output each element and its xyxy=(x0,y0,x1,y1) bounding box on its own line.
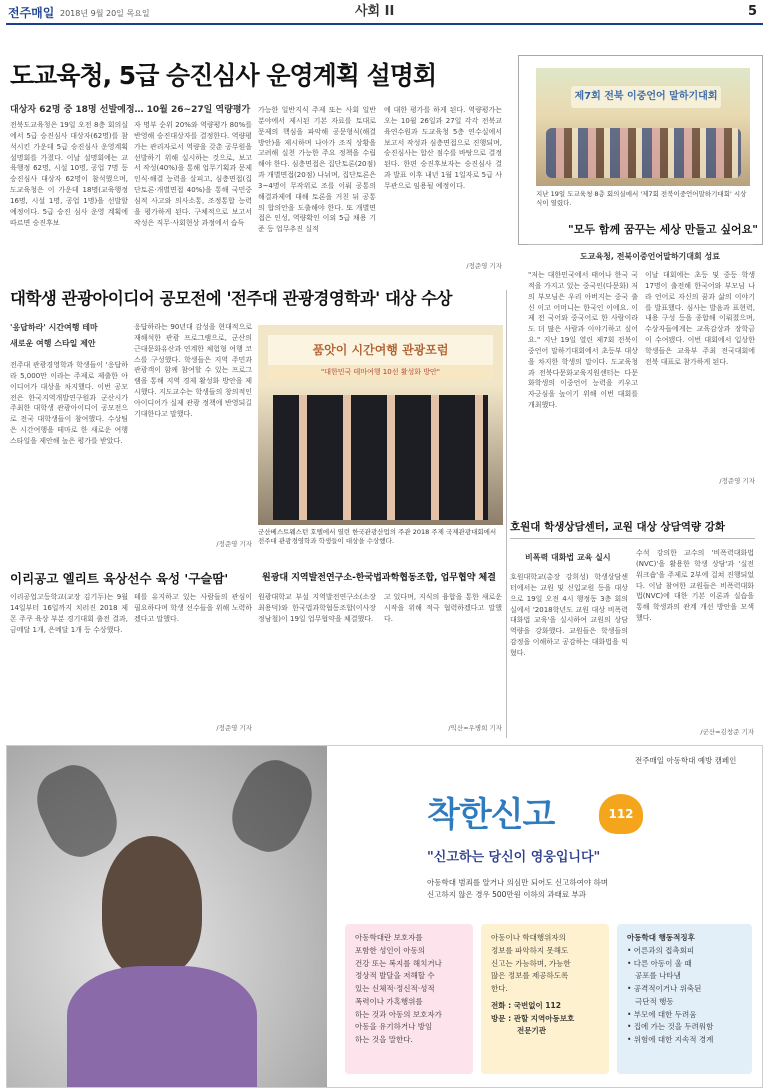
subhead-jeonju-2: 새로운 여행 스타일 제안 xyxy=(10,339,96,348)
ad-sponsor: 전주매일 아동학대 예방 캠페인 xyxy=(635,756,737,765)
article6-byline: /익산=우병희 기자 xyxy=(448,724,502,732)
article2-col1: "저는 대한민국에서 태어나 한국 국적을 가지고 있는 중국인(다문화) 저의 부모님은 우리 아버지는 중국 출신 이고 어머니는 한국인 이에요. 이제 전 국어와 중국어로 한 사람이라도 더 많은 사람과 이야기하고 싶어요." 지난 19일 열린 제7회 전북이중언어 말하기대회에서 초등부 대상을 차지한 학생의 말이다. 도교육청과 전북다문화교육지원센터는 다문화학생의 이중언어 능력을 키우고 자긍심을 높이기 위해 이번 대회를 개최했다. xyxy=(528,271,638,410)
box3-line: 공포를 나타냄 xyxy=(635,971,681,981)
box3-line: 아동학대 행동적징후 xyxy=(627,933,695,942)
headline-education-office: 도교육청, 5급 승진심사 운영계획 설명회 xyxy=(10,61,437,90)
ad-desc-2: 신고하지 않은 경우 500만원 이하의 과태료 부과 xyxy=(427,890,587,899)
ad-title: 착한신고 xyxy=(427,795,555,835)
ad-box-reporting xyxy=(481,924,609,1074)
subhead-education-office: 대상자 62명 중 18명 선발예정… 10월 26~27일 역량평가 xyxy=(10,105,251,115)
article6-col1: 원광대학교 부설 지역발전연구소(소장 최용덕)와 한국법과학협동조합(이사장 정남철)이 19일 업무협약을 체결했다. xyxy=(258,593,376,623)
crying-child-figure xyxy=(102,836,202,976)
subhead-jeonju-1: '응답하라' 시간여행 테마 xyxy=(10,323,98,332)
box1-line: 정상적 발달을 저해할 수 xyxy=(355,971,435,981)
photo2-caption: 군산베스트웨스턴 호텔에서 열린 한국관광산업의 주관 2018 주제 국제관광대회에서 전주대 관광경영학과 학생들이 대상을 수상했다. xyxy=(258,528,497,546)
article4-col1: 호원대학교(총장 강희성) 학생상담센터에서는 교원 및 신입교원 등을 대상으로 19일 오전 4시 행정동 3층 회의실에서 '2018학년도 교원 대상 비폭력 대화법 교육'을 실시하여 교원의 상담역량을 강화했다. 교원들은 학생들의 감정을 이해하고 공감하는 대화법을 익혔다. xyxy=(510,573,628,657)
article5-col1: 이리공업고등학교(교장 김기두)는 9월 14일부터 16일까지 치러진 2018 제몬 주쿠 육상 부분 경기대회 출전 결과, 금메달 1개, 은메달 1개 등 수상했다. xyxy=(10,593,128,634)
column-divider xyxy=(506,290,507,738)
box1-line: 폭력이나 가혹행위를 xyxy=(355,996,423,1006)
box1-line: 하는 것을 말한다. xyxy=(355,1035,413,1044)
box2-line: 정보를 파악하지 못해도 xyxy=(491,945,569,955)
article3-col2: 응답하라는 90년대 감성을 현대적으로 재해석한 관광 프로그램으로, 군산의 근대문화유산과 연계한 체험형 여행 코스를 구성했다. 학생들은 지역 주민과 관광객이 함께 참여할 수 있는 프로그램을 통해 지역 경제 활성화 방안을 제시했다. 지도교수는 학생들의 창의적인 아이디어가 실제 관광 정책에 반영되길 기대한다고 말했다. xyxy=(134,323,252,418)
box3-line: 극단적 행동 xyxy=(635,996,674,1006)
ad-slogan: "신고하는 당신이 영웅입니다" xyxy=(427,850,601,865)
box2-line: 아동이나 학대행위자의 xyxy=(491,933,566,942)
box2-line: 한다. xyxy=(491,984,508,993)
article1-byline: /정준영 기자 xyxy=(466,262,502,270)
headline-howon-univ: 호원대 학생상담센터, 교원 대상 상담역량 강화 xyxy=(510,521,725,533)
box3-line: • 다른 아동이 울 때 xyxy=(627,958,692,968)
article3-byline: /정준영 기자 xyxy=(216,540,252,548)
box3-line: • 공격적이거나 위축된 xyxy=(627,984,702,993)
child-abuse-campaign-ad xyxy=(6,745,763,1088)
box2-line: 방문 : 관할 지역아동보호 xyxy=(491,1013,575,1023)
ad-desc-1: 아동학대 범죄를 알거나 의심만 되어도 신고하여야 하며 xyxy=(427,878,608,887)
article2-col2: 이날 대회에는 초등 및 중등 학생 17명이 출전해 한국어와 부모님 나라 언어로 자신의 꿈과 삶의 이야기를 발표했다. 심사는 발음과 표현력, 내용 구성 등을 종합해 이뤄졌으며, 수상자들에게는 교육감상과 장학금이 수여됐다. 이번 대회에서 입상한 학생들은 교육부 주최 전국대회에 전북 대표로 참가하게 된다. xyxy=(645,271,755,366)
box1-line: 아동을 유기하거나 방임 xyxy=(355,1022,433,1032)
divider xyxy=(528,244,753,245)
box1-line: 포함한 성인이 아동의 xyxy=(355,945,425,955)
child-clothing xyxy=(67,966,257,1088)
article1-col2: 자 명부 순위 20%와 역량평가 80%를 반영해 승진대상자를 결정한다. 역량평가는 관리자로서 역량을 갖춘 공무원을 선발하기 위해 실시하는 것으로, 보고서 작성(40%)을 통해 업무기획과 문제인식·해결 능력을 살피고, 심층면접(집단토론·개별면접 40%)을 통해 국민중심적 사고와 의사소통, 조정통합 능력을 평가하게 된다. 구체적으로 보고서 작성은 직무·사회현상 과정에서 습득 xyxy=(134,121,252,227)
award-photo xyxy=(258,325,503,525)
box2-line: 신고는 가능하며, 가능한 xyxy=(491,958,571,968)
photo1-caption: 지난 19일 도교육청 8층 회의실에서 '제7회 전북이중언어말하기대회' 시상식이 열렸다. xyxy=(536,190,747,208)
article3-col1: 전주대 관광경영학과 학생들이 '응답하라 5,000만 이라는 주제로 제출한 아이디어가 대상을 차지했다. 이번 공모전은 한국지역개발연구원과 군산시가 주최한 대학생 관광아이디어 공모전으로 전국 대학생들이 참여했다. 수상팀은 시간여행을 테마로 한 새로운 여행 스타일을 제안해 높은 평가를 받았다. xyxy=(10,361,128,445)
shadow-hand-left xyxy=(26,755,127,866)
article6-col2: 고 있다며, 지식의 융합을 통한 새로운 시작을 위해 적극 협력하겠다고 말했다. xyxy=(384,593,502,623)
subhead-howon: 비폭력 대화법 교육 실시 xyxy=(525,553,611,562)
box1-line: 아동학대란 보호자를 xyxy=(355,933,423,942)
box1-line: 있는 신체적·정신적·성적 xyxy=(355,984,435,993)
event-banner: 제7회 전북 이중언어 말하기대회 xyxy=(571,86,721,108)
box3-line: • 집에 가는 것을 두려워함 xyxy=(627,1022,714,1032)
forum-subbanner: "대한민국 테마여행 10선 활성화 방안" xyxy=(268,365,493,379)
header-rule xyxy=(6,23,763,25)
award-recipients xyxy=(273,395,488,520)
crowd-of-students xyxy=(546,128,741,178)
article1-col4: 에 대한 평가를 하게 된다. 역량평가는 오는 10월 26일과 27일 각각 전북교육연수원과 도교육청 5층 연수실에서 보고서 작성과 심층면접으로 진행되며, 승진심사는 합산 점수를 바탕으로 결정된다. 한편 승진후보자는 승진심사 결과 발표 이후 내년 1월 1일자로 5급 사무관으로 임용될 예정이다. xyxy=(384,106,502,190)
article2-byline: /정준영 기자 xyxy=(719,477,755,485)
headline-jeonju-univ: 대학생 관광아이디어 공모전에 '전주대 관광경영학과' 대상 수상 xyxy=(10,289,452,308)
article1-col1: 전북도교육청은 19일 오전 8층 회의실에서 5급 승진심사 대상자(62명)를 참석시킨 가운데 5급 승진심사 운영계획 설명회를 가졌다. 이날 설명회에는 교육행정 62명, 시설 10명, 공업 7명 등 승진심사 대상자 62명이 참석했으며, 도교육청은 이 가운데 18명(교육행정 16명, 시설 1명, 공업 1명)을 선발할 예정이다. 5급 승진 심사 운영 계획에 따르면 승진후보 xyxy=(10,121,128,227)
issue-date: 2018년 9월 20일 목요일 xyxy=(60,9,150,18)
article5-byline: /정준영 기자 xyxy=(216,724,252,732)
shadow-hand-right xyxy=(221,750,322,861)
box1-line: 건강 또는 복지를 해치거나 xyxy=(355,958,442,968)
box2-line: 전화 : 국번없이 112 xyxy=(491,1000,561,1010)
box1-line: 하는 것과 아동의 보호자가 xyxy=(355,1009,442,1019)
newspaper-logo: 전주매일 xyxy=(8,6,55,20)
bilingual-quote-headline: "모두 함께 꿈꾸는 세상 만들고 싶어요" xyxy=(568,223,758,236)
article4-col2: 수석 강의한 교수의 '비폭력대화법(NVC)'을 활용한 학생 상담'과 '실전 워크숍'을 주제로 2부에 걸쳐 진행되었다. 이날 참여한 교원들은 비폭력대화법(NVC)에 대한 기본 이론과 실습을 통해 학생과의 관계 개선 방안을 모색했다. xyxy=(636,549,754,623)
article1-col3: 가능한 일반지식 주제 또는 사회 일반 분야에서 제시된 기본 자료를 토대로 문제의 핵심을 파악해 공문형식(해결 방안)을 제시하며 나아가 조직 상황을 고려해 실천 가능한 주요 정책을 수립해야 한다. 심층면접은 집단토론(20점)과 개별면접(20점) 나뉘며, 집단토론은 3~4명이 무작위로 조를 이뤄 공통의 해결과제에 대해 토론을 거친 뒤 공통의 합의안을 도출해야 한다. 또 개별면접은 인성, 역량확인 이외 5급 채용 기준 등 업무추진 실적 xyxy=(258,106,376,234)
headline-iri-highschool: 이리공고 엘리트 육상선수 육성 '구슬땀' xyxy=(10,571,229,586)
box3-line: • 어른과의 접촉회피 xyxy=(627,945,695,955)
section-title: 사회 II xyxy=(355,4,395,19)
box2-line: 많은 정보를 제공하도록 xyxy=(491,971,569,981)
page-number: 5 xyxy=(748,4,758,19)
ad-box-signs xyxy=(617,924,752,1074)
headline-wonkwang-univ: 원광대 지역발전연구소-한국법과학협동조합, 업무협약 체결 xyxy=(262,573,496,583)
forum-banner: 품앗이 시간여행 관광포럼 xyxy=(268,335,493,365)
event-photo xyxy=(536,68,750,186)
divider xyxy=(510,538,755,539)
campaign-photo xyxy=(7,746,327,1088)
box3-line: • 위험에 대한 지속적 경계 xyxy=(627,1035,714,1044)
bilingual-subhead: 도교육청, 전북이중언어말하기대회 성료 xyxy=(580,252,720,261)
box3-line: • 부모에 대한 두려움 xyxy=(627,1009,697,1019)
ad-box-definition xyxy=(345,924,473,1074)
police-112-badge: 112 xyxy=(599,794,643,834)
article5-col2: 테를 유지하고 있는 사람들의 관심이 필요하다며 학생 선수들을 위해 노력하겠다고 말했다. xyxy=(134,593,252,623)
box2-line: 전문기관 xyxy=(517,1026,546,1036)
article4-byline: /군산=김창준 기자 xyxy=(700,728,754,736)
